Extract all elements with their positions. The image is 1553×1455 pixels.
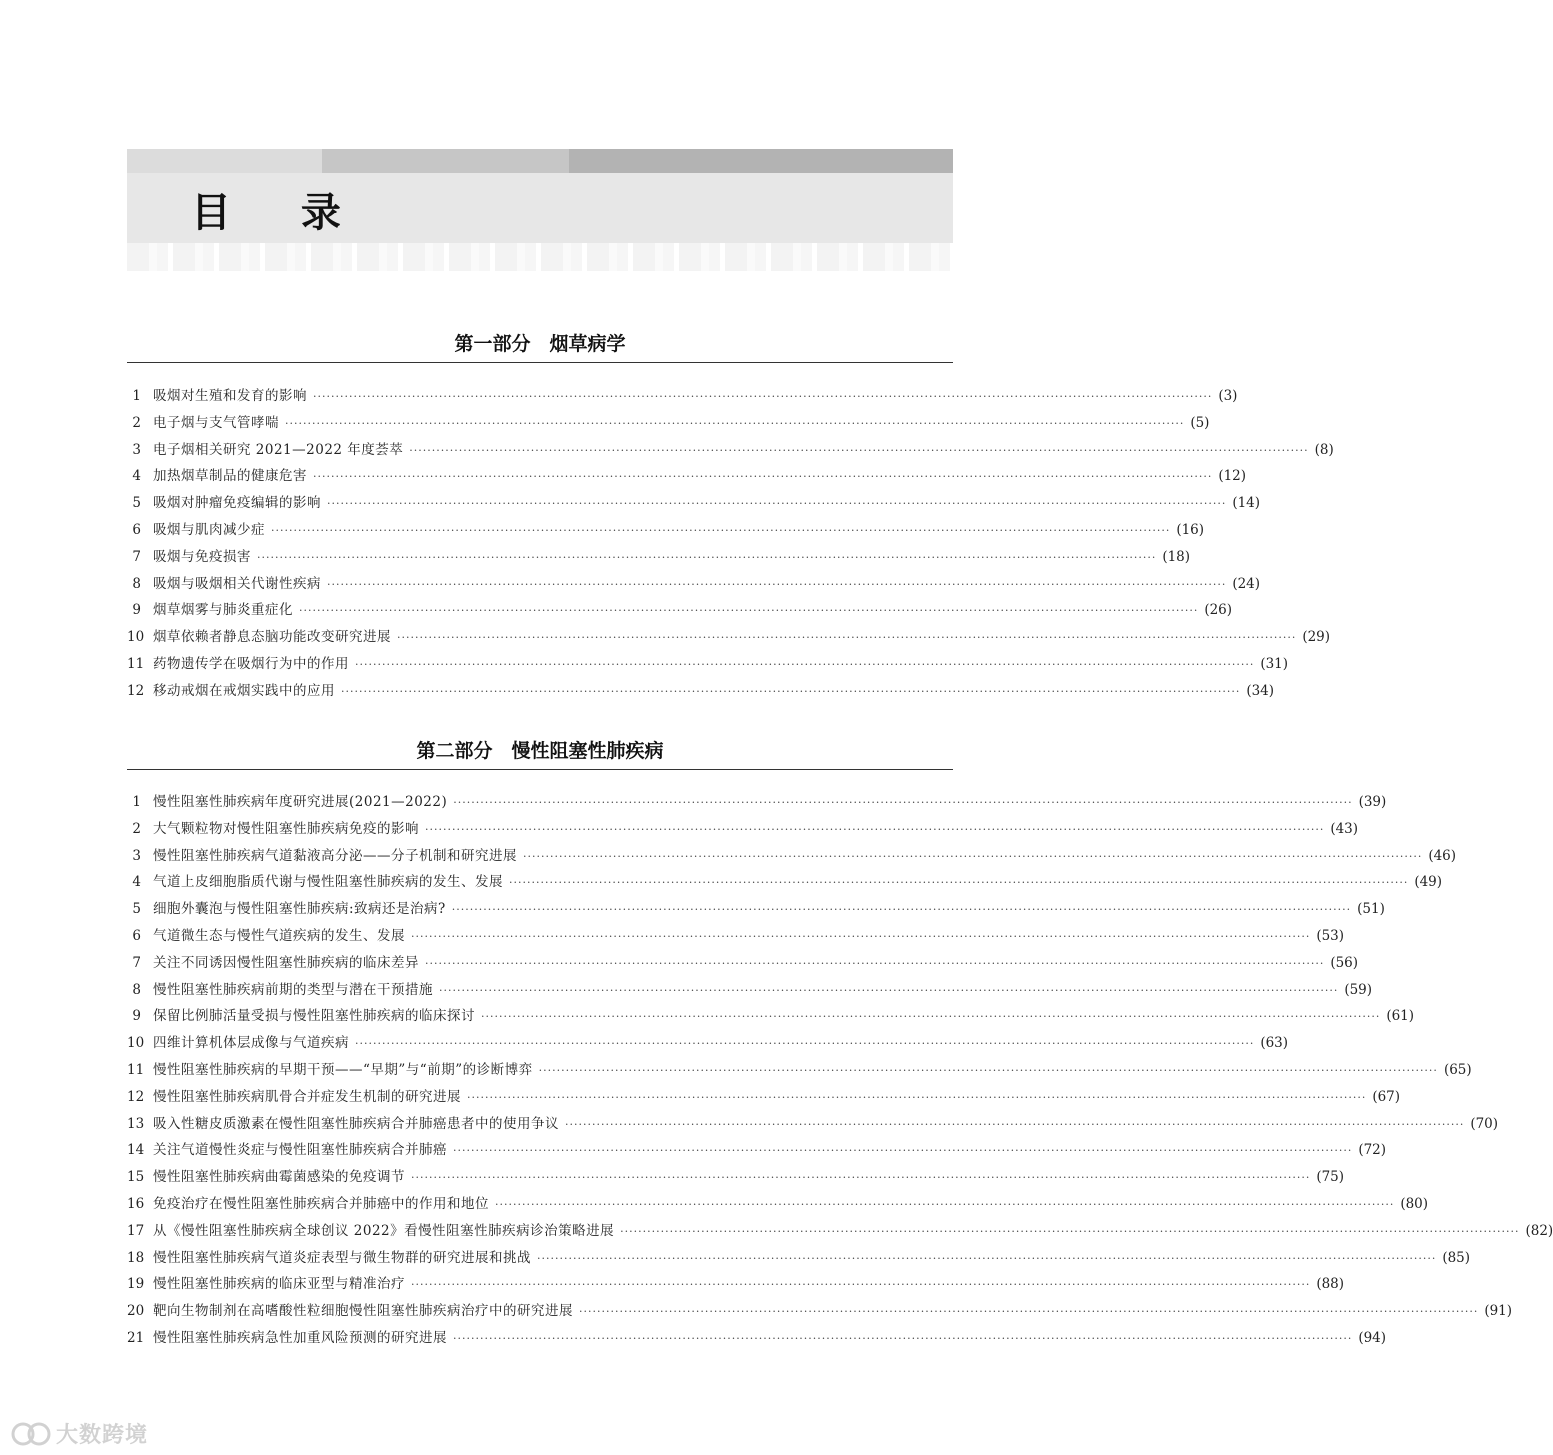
dot-leader: ········································································································································································································ — [425, 822, 1325, 836]
toc-entry[interactable] — [127, 464, 1247, 491]
entry-title: 慢性阻塞性肺疾病的临床亚型与精准治疗 — [153, 1276, 405, 1293]
entry-title: 慢性阻塞性肺疾病气道炎症表型与微生物群的研究进展和挑战 — [153, 1249, 531, 1266]
dot-leader: ········································································································································································································ — [481, 1010, 1381, 1024]
entry-title: 靶向生物制剂在高嗜酸性粒细胞慢性阻塞性肺疾病治疗中的研究进展 — [153, 1303, 573, 1320]
toc-entry[interactable] — [127, 1192, 1429, 1219]
dot-leader: ········································································································································································································ — [299, 604, 1199, 618]
toc-entry[interactable] — [127, 625, 1331, 652]
entry-page: (63) — [1260, 1035, 1289, 1052]
entry-page: (70) — [1470, 1115, 1499, 1132]
header-banner — [127, 173, 953, 243]
page-title: 目 录 — [191, 190, 369, 236]
toc-entry[interactable] — [127, 1031, 1289, 1058]
dot-leader: ········································································································································································································ — [327, 497, 1227, 511]
dot-leader: ········································································································································································································ — [523, 849, 1423, 863]
toc-entry[interactable] — [127, 1004, 1415, 1031]
entry-number: 5 — [132, 495, 141, 512]
entry-page: (24) — [1232, 575, 1261, 592]
entry-number: 3 — [132, 847, 141, 864]
dot-leader: ········································································································································································································ — [411, 1171, 1311, 1185]
toc-entry[interactable] — [127, 1138, 1387, 1165]
entry-number: 11 — [127, 1061, 145, 1078]
entry-number: 20 — [127, 1303, 145, 1320]
entry-number: 16 — [127, 1195, 145, 1212]
toc-entry[interactable] — [127, 1058, 1472, 1085]
entry-number: 9 — [132, 602, 141, 619]
entry-page: (91) — [1484, 1303, 1513, 1320]
toc-entry[interactable] — [127, 679, 1275, 706]
dot-leader: ········································································································································································································ — [565, 1117, 1465, 1131]
toc-list-section-2 — [127, 790, 1553, 1353]
entry-title: 慢性阻塞性肺疾病前期的类型与潜在干预措施 — [153, 981, 433, 998]
entry-number: 7 — [132, 548, 141, 565]
entry-number: 10 — [127, 629, 145, 646]
entry-page: (72) — [1358, 1142, 1387, 1159]
dot-leader: ········································································································································································································ — [538, 1063, 1438, 1077]
toc-entry[interactable] — [127, 384, 1238, 411]
entry-title: 吸烟对生殖和发育的影响 — [153, 388, 307, 404]
entry-page: (12) — [1218, 468, 1247, 485]
toc-entry[interactable] — [127, 1219, 1553, 1246]
entry-title: 药物遗传学在吸烟行为中的作用 — [153, 655, 349, 672]
entry-title: 从《慢性阻塞性肺疾病全球创议 2022》看慢性阻塞性肺疾病诊治策略进展 — [153, 1222, 615, 1239]
entry-page: (34) — [1246, 682, 1275, 699]
band-segment-light — [127, 149, 322, 173]
dot-leader: ········································································································································································································ — [451, 903, 1352, 917]
toc-entry[interactable] — [127, 1326, 1387, 1353]
watermark — [10, 1418, 148, 1449]
entry-page: (67) — [1372, 1088, 1401, 1105]
dot-leader: ········································································································································································································ — [453, 796, 1353, 809]
dot-leader: ········································································································································································································ — [313, 390, 1213, 403]
entry-number: 8 — [132, 981, 141, 998]
entry-title: 烟草烟雾与肺炎重症化 — [153, 602, 293, 619]
entry-page: (59) — [1344, 981, 1373, 998]
toc-entry[interactable] — [127, 924, 1345, 951]
dot-leader: ········································································································································································································ — [341, 684, 1241, 698]
entry-number: 5 — [132, 901, 141, 918]
band-segment-mid — [322, 149, 569, 173]
entry-title: 保留比例肺活量受损与慢性阻塞性肺疾病的临床探讨 — [153, 1008, 475, 1025]
entry-number: 6 — [132, 927, 141, 944]
header-band-fade — [127, 243, 953, 271]
dot-leader: ········································································································································································································ — [537, 1251, 1437, 1265]
entry-number: 11 — [127, 655, 145, 672]
entry-page: (18) — [1162, 548, 1191, 565]
dot-leader: ········································································································································································································ — [355, 657, 1255, 671]
entry-number: 10 — [127, 1035, 145, 1052]
entry-title: 慢性阻塞性肺疾病肌骨合并症发生机制的研究进展 — [153, 1088, 461, 1105]
entry-page: (29) — [1302, 629, 1331, 646]
entry-title: 慢性阻塞性肺疾病曲霉菌感染的免疫调节 — [153, 1169, 405, 1186]
entry-title: 慢性阻塞性肺疾病急性加重风险预测的研究进展 — [153, 1329, 447, 1346]
toc-entry[interactable] — [127, 438, 1334, 465]
dot-leader: ········································································································································································································ — [467, 1090, 1367, 1104]
entry-page: (56) — [1330, 954, 1359, 971]
entry-page: (14) — [1232, 495, 1261, 512]
toc-entry[interactable] — [127, 598, 1233, 625]
toc-entry[interactable] — [127, 817, 1359, 844]
entry-title: 细胞外囊泡与慢性阻塞性肺疾病:致病还是治病? — [153, 901, 446, 918]
entry-number: 3 — [132, 441, 141, 458]
dot-leader: ········································································································································································································ — [439, 983, 1339, 997]
toc-entry[interactable] — [127, 652, 1289, 679]
entry-title: 加热烟草制品的健康危害 — [153, 468, 307, 485]
dot-leader: ········································································································································································································ — [327, 577, 1227, 591]
toc-entry[interactable] — [127, 1299, 1513, 1326]
entry-page: (51) — [1357, 901, 1385, 918]
entry-number: 12 — [127, 682, 145, 699]
entry-title: 吸烟与肌肉减少症 — [153, 521, 265, 538]
entry-number: 8 — [132, 575, 141, 592]
entry-number: 1 — [132, 388, 141, 404]
dot-leader: ········································································································································································································ — [411, 929, 1311, 943]
dot-leader: ········································································································································································································ — [495, 1197, 1395, 1211]
entry-page: (8) — [1314, 441, 1334, 458]
toc-entry[interactable] — [127, 951, 1359, 978]
dot-leader: ········································································································································································································ — [411, 1278, 1311, 1292]
entry-number: 1 — [132, 794, 141, 810]
entry-page: (3) — [1218, 388, 1238, 404]
entry-number: 9 — [132, 1008, 141, 1025]
entry-page: (49) — [1414, 874, 1443, 891]
toc-entry[interactable] — [127, 411, 1210, 438]
entry-title: 电子烟相关研究 2021—2022 年度荟萃 — [153, 441, 404, 458]
dot-leader: ········································································································································································································ — [509, 876, 1409, 890]
dot-leader: ········································································································································································································ — [620, 1224, 1520, 1238]
toc-entry[interactable] — [127, 1165, 1345, 1192]
section-rule-1 — [127, 362, 953, 363]
entry-page: (43) — [1330, 820, 1359, 837]
dot-leader: ········································································································································································································ — [397, 631, 1297, 645]
entry-page: (26) — [1204, 602, 1233, 619]
entry-number: 6 — [132, 521, 141, 538]
entry-page: (94) — [1358, 1329, 1387, 1346]
entry-number: 4 — [132, 874, 141, 891]
entry-title: 烟草依赖者静息态脑功能改变研究进展 — [153, 629, 391, 646]
toc-entry[interactable] — [127, 844, 1457, 871]
toc-entry[interactable] — [127, 790, 1387, 817]
entry-title: 电子烟与支气管哮喘 — [153, 414, 279, 431]
dot-leader: ········································································································································································································ — [271, 523, 1171, 537]
entry-number: 17 — [127, 1222, 145, 1239]
dot-leader: ········································································································································································································ — [313, 470, 1213, 484]
toc-entry[interactable] — [127, 897, 1385, 924]
toc-entry[interactable] — [127, 1112, 1499, 1139]
header-band-top — [127, 149, 953, 173]
watermark-logo-icon — [10, 1421, 52, 1447]
entry-number: 12 — [127, 1088, 145, 1105]
entry-title: 吸烟与免疫损害 — [153, 548, 251, 565]
entry-page: (80) — [1400, 1195, 1429, 1212]
entry-page: (5) — [1190, 414, 1210, 431]
entry-title: 慢性阻塞性肺疾病年度研究进展(2021—2022) — [153, 794, 448, 810]
entry-title: 大气颗粒物对慢性阻塞性肺疾病免疫的影响 — [153, 820, 419, 837]
entry-title: 四维计算机体层成像与气道疾病 — [153, 1035, 349, 1052]
watermark-text: 大数跨境 — [56, 1423, 149, 1448]
entry-page: (53) — [1316, 927, 1345, 944]
entry-page: (75) — [1316, 1169, 1345, 1186]
entry-title: 气道上皮细胞脂质代谢与慢性阻塞性肺疾病的发生、发展 — [153, 874, 503, 891]
entry-number: 15 — [127, 1169, 145, 1186]
entry-number: 19 — [127, 1276, 145, 1293]
entry-page: (16) — [1176, 521, 1205, 538]
entry-number: 2 — [132, 820, 141, 837]
dot-leader: ········································································································································································································ — [425, 956, 1325, 970]
toc-list-section-1 — [127, 384, 1334, 706]
section-title-1: 第一部分 烟草病学 — [454, 333, 626, 355]
dot-leader: ········································································································································································································ — [453, 1331, 1353, 1345]
toc-entry[interactable] — [127, 545, 1191, 572]
dot-leader: ········································································································································································································ — [285, 416, 1185, 430]
entry-title: 慢性阻塞性肺疾病的早期干预——“早期”与“前期”的诊断博弈 — [153, 1061, 533, 1078]
entry-number: 13 — [127, 1115, 145, 1132]
entry-number: 7 — [132, 954, 141, 971]
toc-entry[interactable] — [127, 978, 1373, 1005]
entry-page: (82) — [1525, 1222, 1553, 1239]
dot-leader: ········································································································································································································ — [409, 443, 1309, 457]
entry-title: 气道微生态与慢性气道疾病的发生、发展 — [153, 927, 405, 944]
entry-title: 移动戒烟在戒烟实践中的应用 — [153, 682, 335, 699]
entry-page: (65) — [1443, 1061, 1472, 1078]
dot-leader: ········································································································································································································ — [355, 1037, 1255, 1051]
toc-entry[interactable] — [127, 1085, 1401, 1112]
entry-number: 2 — [132, 414, 141, 431]
entry-page: (31) — [1260, 655, 1289, 672]
section-rule-2 — [127, 769, 953, 770]
dot-leader: ········································································································································································································ — [453, 1144, 1353, 1158]
entry-number: 14 — [127, 1142, 145, 1159]
entry-page: (85) — [1442, 1249, 1471, 1266]
entry-number: 21 — [127, 1329, 145, 1346]
toc-entry[interactable] — [127, 1246, 1471, 1273]
toc-entry[interactable] — [127, 1272, 1345, 1299]
entry-title: 吸烟对肿瘤免疫编辑的影响 — [153, 495, 321, 512]
entry-title: 关注气道慢性炎症与慢性阻塞性肺疾病合并肺癌 — [153, 1142, 447, 1159]
toc-entry[interactable] — [127, 491, 1261, 518]
entry-page: (88) — [1316, 1276, 1345, 1293]
entry-page: (61) — [1386, 1008, 1415, 1025]
toc-entry[interactable] — [127, 870, 1443, 897]
entry-title: 免疫治疗在慢性阻塞性肺疾病合并肺癌中的作用和地位 — [153, 1195, 489, 1212]
entry-title: 慢性阻塞性肺疾病气道黏液高分泌——分子机制和研究进展 — [153, 847, 517, 864]
entry-page: (39) — [1358, 794, 1387, 810]
section-title-2: 第二部分 慢性阻塞性肺疾病 — [416, 740, 664, 762]
toc-entry[interactable] — [127, 572, 1261, 599]
entry-number: 4 — [132, 468, 141, 485]
toc-entry[interactable] — [127, 518, 1205, 545]
dot-leader: ········································································································································································································ — [579, 1305, 1479, 1319]
entry-page: (46) — [1428, 847, 1457, 864]
entry-title: 关注不同诱因慢性阻塞性肺疾病的临床差异 — [153, 954, 419, 971]
dot-leader: ········································································································································································································ — [257, 550, 1157, 564]
band-segment-dark — [569, 149, 953, 173]
entry-title: 吸入性糖皮质激素在慢性阻塞性肺疾病合并肺癌患者中的使用争议 — [153, 1115, 559, 1132]
entry-title: 吸烟与吸烟相关代谢性疾病 — [153, 575, 321, 592]
entry-number: 18 — [127, 1249, 145, 1266]
